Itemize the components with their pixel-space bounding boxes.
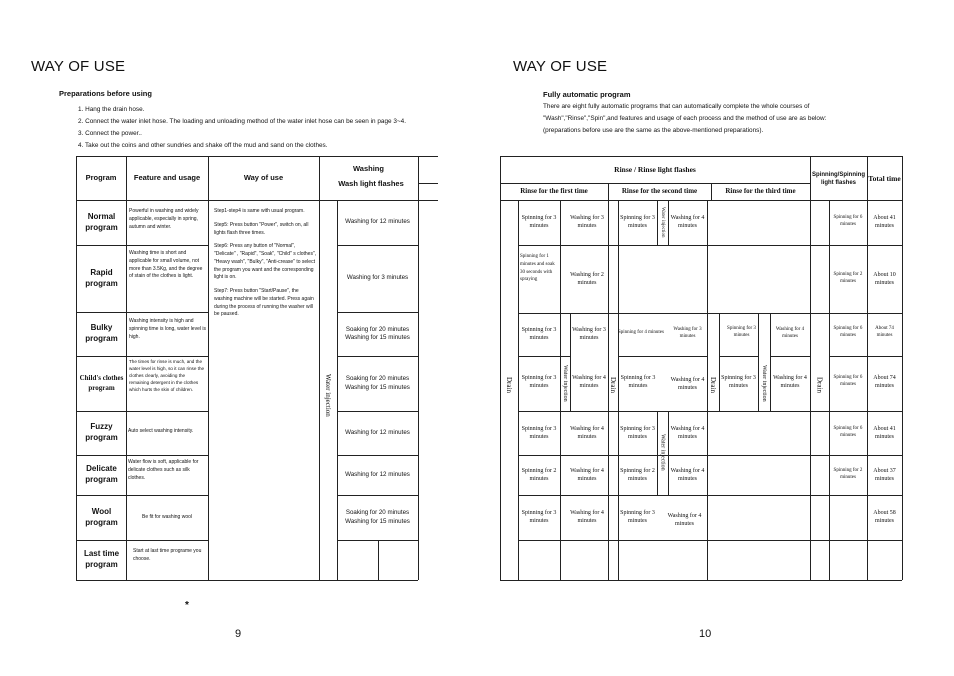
table-cell: Spinning for 3 minutes [620, 425, 655, 440]
col-header-feature: Feature and usage [133, 172, 201, 182]
table-cell: Washing for 4 minutes [670, 467, 705, 482]
program-feature: Start at last time programe you choose. [133, 548, 202, 562]
table-cell: Spinning for 3 minutes [620, 214, 655, 229]
header-total: Total time [868, 173, 901, 183]
program-washing: Soaking for 20 minutes Washing for 15 minutes [345, 509, 410, 525]
total-time: About 74 minutes [873, 374, 896, 389]
prep-item: 3. Connect the power.. [78, 130, 142, 137]
program-feature: Washing intensity is high and spinning time is long, water level is high. [129, 318, 206, 340]
table-cell: Washing for 2 minutes [570, 271, 604, 286]
way-step: Step7: Press button "Start/Pause", the washing machine will be started. Press again during the process of running the washer will be paused. [214, 288, 314, 318]
total-time: About 58 minutes [873, 509, 896, 524]
way-step: Step6: Press any button of "Normal", "Delicate" , "Rapid", "Soak", "Child" s clothes", "Heavy wash", "Bulky", "Anti-crease" to select the program you want and the corresponding light is on. [214, 243, 317, 281]
table-cell: Spinning for 6 minutes [833, 375, 863, 387]
table-cell: Washing for 3 minutes [673, 327, 702, 339]
total-time: About 10 minutes [873, 271, 896, 286]
header-spin: Spinning/Spinning light flashes [812, 171, 865, 186]
table-cell: Washing for 3 minutes [570, 214, 604, 229]
table-cell: Spinning for 3 minutes [521, 509, 557, 524]
program-washing: Washing for 12 minutes [345, 218, 410, 226]
program-washing: Washing for 12 minutes [345, 470, 410, 478]
section-heading: Fully automatic program [543, 90, 631, 99]
water-injection-label: Water injection [660, 207, 665, 238]
table-cell: Spinning for 6 minutes [833, 326, 863, 338]
table-cell: Spinning for 3 minutes [620, 509, 655, 524]
program-washing: Washing for 12 minutes [345, 428, 410, 436]
total-time: About 74 minutes [875, 326, 894, 338]
program-name: Wool program [85, 506, 118, 527]
table-cell: Washing for 4 minutes [670, 376, 705, 391]
program-name: Delicate program [85, 464, 118, 484]
program-name: Normal program [85, 211, 118, 232]
prep-heading: Preparations before using [59, 89, 152, 98]
header-rinse-3: Rinse for the third time [725, 186, 796, 195]
page-title: WAY OF USE [31, 58, 126, 75]
table-cell: Washing for 4 minutes [667, 512, 702, 527]
total-time: About 37 minutes [873, 467, 896, 482]
col-header-way: Way of use [243, 172, 284, 182]
page-number: 10 [699, 628, 712, 640]
col-header-wash-flashes: Wash light flashes [338, 178, 404, 188]
program-name: Last time program [83, 549, 120, 569]
table-cell: Washing for 4 minutes [775, 327, 805, 339]
prep-item: 2. Connect the water inlet hose. The loading and unloading method of the water inlet hose can be seen in page 3~4. [78, 118, 406, 125]
table-cell: Spinning for 2 minutes [620, 467, 655, 482]
table-cell: Spinning for 3 minutes [521, 425, 557, 440]
program-feature: Water flow is soft, applicable for delicate clothes such as silk clothes. [128, 459, 199, 481]
water-injection-label: Water injection [659, 434, 666, 471]
program-name: Rapid program [85, 267, 118, 288]
table-cell: Spinning for 3 minutes [721, 374, 756, 389]
table-cell: Washing for 4 minutes [572, 374, 606, 389]
prep-list [78, 104, 406, 152]
table-cell: Spinning for 3 minutes [521, 326, 557, 341]
col-header-washing: Washing [353, 163, 384, 173]
program-washing: Soaking for 20 minutes Washing for 15 minutes [345, 325, 410, 341]
table-cell: Washing for 4 minutes [570, 425, 604, 440]
program-washing: Soaking for 20 minutes Washing for 15 minutes [345, 375, 410, 391]
way-step: Step1-step4 is same with usual program. [214, 208, 305, 214]
program-feature: Be fit for washing wool [141, 514, 193, 521]
program-name: Fuzzy program [85, 422, 118, 442]
table-cell: Washing for 4 minutes [570, 467, 604, 482]
table-cell: Spinning for 2 minutes [521, 467, 557, 482]
prep-item: 4. Take out the coins and other sundries and shake off the mud and sand on the clothes. [78, 142, 328, 149]
program-feature: Powerful in washing and widely applicable, especially in spring, autumn and winter. [129, 208, 199, 230]
star-mark: * [185, 600, 189, 611]
water-injection-label: Water injection [761, 365, 767, 402]
table-cell: Spinning for 1 minutes and soak 30 seconds with spraying [520, 254, 555, 283]
header-rinse-1: Rinse for the first time [520, 186, 588, 195]
table-cell: Spinning for 4 minutes [618, 329, 664, 335]
table-cell: Spinning for 2 minutes [833, 272, 863, 284]
header-rinse: Rinse / Rinse light flashes [614, 165, 696, 175]
program-feature: Auto select washing intensity. [128, 428, 194, 434]
table-cell: Spinning for 3 minutes [727, 326, 756, 338]
table-cell: Washing for 4 minutes [670, 425, 705, 440]
table-cell: Spinning for 2 minutes [833, 468, 863, 480]
drain-label: Drain [709, 377, 717, 393]
intro-text: There are eight fully automatic programs that can automatically complete the whole courses of "Wash","Rinse","Spin",and features and usage of each process and the method of use are as below: (preparations before use are the same as the above-mentioned preparations). [543, 103, 827, 134]
table-cell: Spinning for 3 minutes [521, 374, 557, 389]
program-washing: Washing for 3 minutes [346, 274, 409, 282]
table-cell: Spinning for 3 minutes [521, 214, 557, 229]
program-name: Bulky program [85, 323, 118, 343]
col-header-program: Program [85, 172, 117, 182]
program-feature: The times for rinse is much, and the water level is high, so it can rinse the clothes clearly, avoiding the remaining detergent in the clothes which hurts the skin of children. [129, 359, 205, 392]
table-cell: Washing for 3 minutes [572, 326, 606, 341]
table-cell: Spinning for 6 minutes [833, 426, 863, 438]
drain-label: Drain [815, 377, 824, 393]
table-cell: Spinning for 6 minutes [833, 215, 863, 227]
water-injection-label: Water injection [562, 365, 568, 402]
table-cell: Washing for 4 minutes [670, 214, 705, 229]
drain-label: Drain [609, 377, 617, 393]
header-rinse-2: Rinse for the second time [621, 186, 698, 195]
page-title: WAY OF USE [513, 58, 608, 75]
table-cell: Spinning for 3 minutes [620, 374, 656, 389]
program-name: Child's clothes program [79, 374, 124, 392]
way-of-use-steps [214, 208, 317, 319]
drain-label: Drain [505, 377, 513, 393]
total-time: About 41 minutes [873, 425, 896, 440]
program-feature: Washing time is short and applicable for small volume, not more than 3.5Kg, and the degree of stain of the clothes is light. [129, 250, 203, 280]
way-step: Step5: Press button "Power", switch on, all lights flash three times. [214, 221, 309, 236]
table-cell: Washing for 4 minutes [570, 509, 604, 524]
prep-item: 1. Hang the drain hose. [78, 106, 145, 113]
water-injection-label: Water injection [324, 373, 332, 417]
table-cell: Washing for 4 minutes [773, 374, 807, 389]
page-number: 9 [235, 628, 242, 640]
total-time: About 41 minutes [873, 214, 896, 229]
